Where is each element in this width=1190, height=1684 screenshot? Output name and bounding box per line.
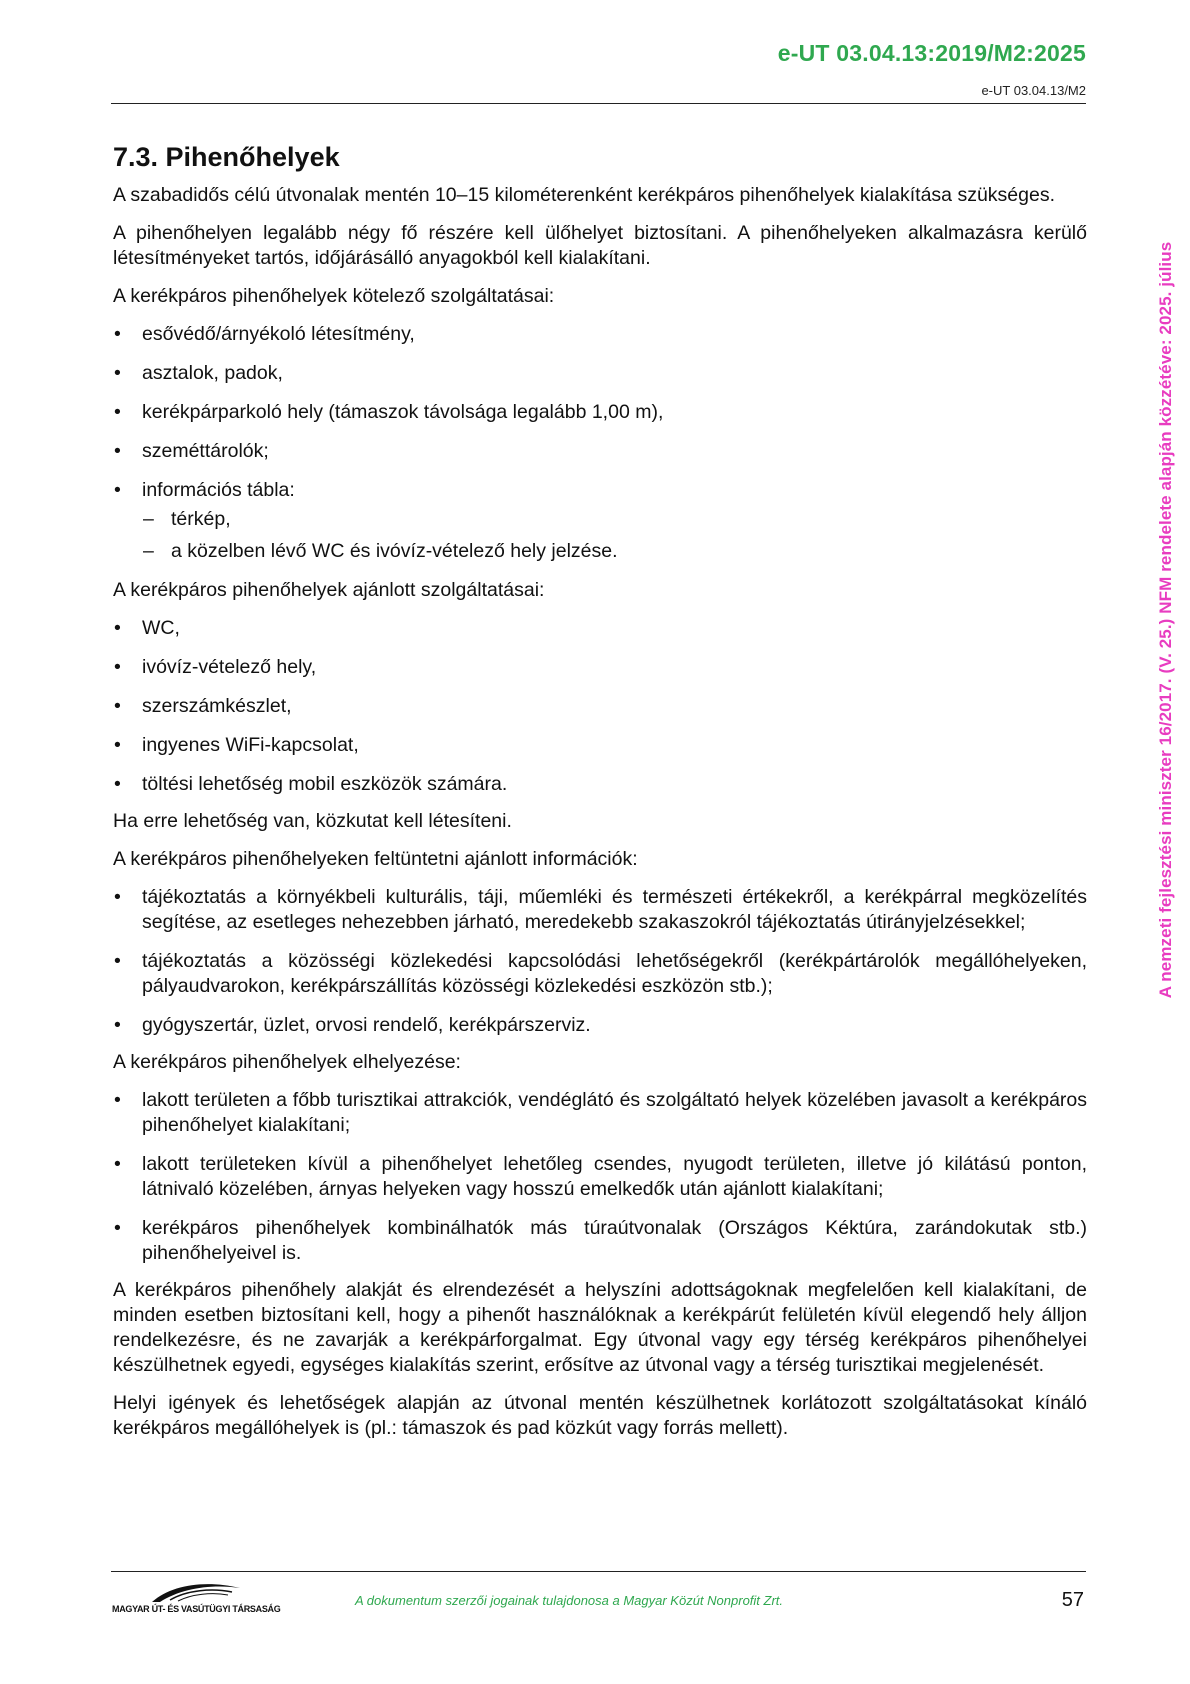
list-item: • esővédő/árnyékoló létesítmény, [114,323,415,345]
footer-divider [111,1571,1086,1572]
list-item: • kerékpárparkoló hely (támaszok távolsága legalább 1,00 m), [114,401,664,423]
list-intro: A kerékpáros pihenőhelyek kötelező szolgáltatásai: [113,285,555,307]
list-item: • gyógyszertár, üzlet, orvosi rendelő, kerékpárszerviz. [114,1014,591,1036]
sub-list-item: – térkép, [143,508,231,530]
list-item: • töltési lehetőség mobil eszközök számára. [114,773,508,795]
document-id: e-UT 03.04.13:2019/M2:2025 [777,40,1086,66]
list-item: • ivóvíz-vételező hely, [114,656,317,678]
paragraph: A pihenőhelyen legalább négy fő részére kell ülőhelyet biztosítani. A pihenőhelyeken alkalmazásra kerülő létesítményeket tartós, időjárásálló anyagokból kell kialakítani. [113,222,1087,269]
dash-icon: – [143,508,154,530]
list-item: • ingyenes WiFi-kapcsolat, [114,734,359,756]
bullet-icon: • [114,479,121,501]
list-item: • tájékoztatás a közösségi közlekedési kapcsolódási lehetőségekről (kerékpártárolók megállóhelyeken, pályaudvarokon, kerékpárszállítás közösségi közlekedési eszközön stb.); [114,950,1087,997]
bullet-icon: • [114,401,121,423]
placement-list [113,1088,1087,1266]
paragraph: Ha erre lehetőség van, közkutat kell létesíteni. [113,810,512,832]
paragraph: Helyi igények és lehetőségek alapján az útvonal mentén készülhetnek korlátozott szolgáltatásokat kínáló kerékpáros megállóhelyek is (pl.: támaszok és pad közkút vagy forrás mellett). [113,1392,1087,1439]
info-board-sublist [142,507,1087,564]
bullet-icon: • [114,950,121,972]
document-short-id: e-UT 03.04.13/M2 [981,83,1086,98]
logo-swoosh-icon [112,1578,262,1606]
list-item: • szeméttárolók; [114,440,269,462]
list-item: • kerékpáros pihenőhelyek kombinálhatók más túraútvonalak (Országos Kéktúra, zarándokutak stb.) pihenőhelyeivel is. [114,1217,1087,1264]
bullet-icon: • [114,695,121,717]
bullet-icon: • [114,773,121,795]
list-item: • tájékoztatás a környékbeli kulturális, táji, műemléki és természeti értékekről, a kerékpárral megközelítés segítése, az esetleges nehezebben járható, meredekebb szakaszokról tájékoztatás útirányjelzésekkel; [114,886,1087,933]
mandatory-services-list [113,322,1087,564]
list-intro: A kerékpáros pihenőhelyek ajánlott szolgáltatásai: [113,579,545,601]
list-item: • lakott területeken kívül a pihenőhelyet lehetőleg csendes, nyugodt területen, illetve jó kilátású ponton, látnivaló közelében, árnyas helyeken vagy hosszú emelkedők után ajánlott kialakítani; [114,1153,1087,1200]
section-title: 7.3. Pihenőhelyek [113,142,340,172]
page-number: 57 [1061,1589,1084,1611]
header-divider [111,103,1086,104]
list-item: • WC, [114,617,180,639]
list-item: • szerszámkészlet, [114,695,292,717]
bullet-icon: • [114,1014,121,1036]
list-item: • lakott területen a főbb turisztikai attrakciók, vendéglátó és szolgáltató helyek közelében javasolt a kerékpáros pihenőhelyet kialakítani; [114,1089,1087,1136]
bullet-icon: • [114,656,121,678]
list-item: • asztalok, padok, [114,362,283,384]
bullet-icon: • [114,1217,121,1239]
dash-icon: – [143,540,154,562]
sub-list-item: – a közelben lévő WC és ivóvíz-vételező hely jelzése. [143,540,618,562]
bullet-icon: • [114,734,121,756]
copyright-notice: A dokumentum szerzői jogainak tulajdonosa a Magyar Közút Nonprofit Zrt. [355,1593,784,1608]
bullet-icon: • [114,1153,121,1175]
company-logo [112,1578,281,1618]
bullet-icon: • [114,362,121,384]
bullet-icon: • [114,323,121,345]
information-list [113,885,1087,1038]
logo-text: MAGYAR ÚT- ÉS VASÚTÜGYI TÁRSASÁG [112,1604,281,1614]
bullet-icon: • [114,886,121,908]
paragraph: A szabadidős célú útvonalak mentén 10–15 kilométerenként kerékpáros pihenőhelyek kialakítása szükséges. [113,184,1055,206]
bullet-icon: • [114,1089,121,1111]
recommended-services-list [113,616,1087,797]
list-item: • információs tábla: – térkép, – a közelben lévő WC és ivóvíz-vételező hely jelzése. [113,478,1087,564]
paragraph: A kerékpáros pihenőhely alakját és elrendezését a helyszíni adottságoknak megfelelően kell kialakítani, de minden esetben biztosítani kell, hogy a pihenőt használóknak a kerékpárút felületén kívül elegendő hely álljon rendelkezésre, és ne zavarják a kerékpárforgalmat. Egy útvonal vagy egy térség kerékpáros pihenőhelyei készülhetnek egyedi, egységes kialakítás szerint, erősítve az útvonal vagy a térség turisztikai megjelenését. [113,1279,1087,1376]
list-intro: A kerékpáros pihenőhelyek elhelyezése: [113,1051,461,1073]
bullet-icon: • [114,617,121,639]
side-note: A nemzeti fejlesztési miniszter 16/2017. (V. 25.) NFM rendelete alapján közzétéve: 2025. július [1156,241,1175,999]
list-intro: A kerékpáros pihenőhelyeken feltüntetni ajánlott információk: [113,848,638,870]
page-content [113,142,1087,1454]
bullet-icon: • [114,440,121,462]
